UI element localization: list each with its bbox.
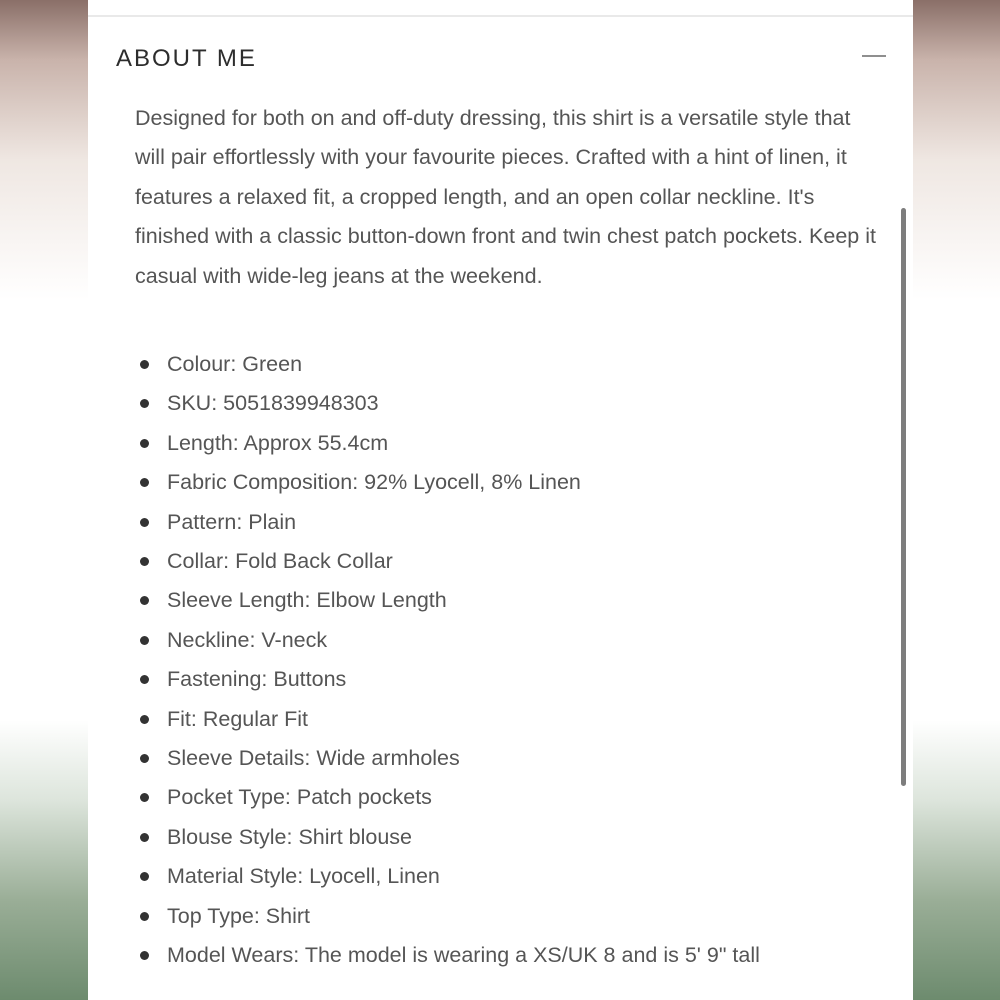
attribute-fastening: Fastening: Buttons xyxy=(135,660,760,699)
attribute-sleeve-length: Sleeve Length: Elbow Length xyxy=(135,581,760,620)
attribute-colour: Colour: Green xyxy=(135,345,760,384)
attribute-model-wears: Model Wears: The model is wearing a XS/UK 8 and is 5' 9" tall xyxy=(135,936,760,975)
attribute-material-style: Material Style: Lyocell, Linen xyxy=(135,857,760,896)
attribute-top-type: Top Type: Shirt xyxy=(135,897,760,936)
product-attributes-list xyxy=(135,345,760,976)
product-details-panel xyxy=(88,0,913,1000)
attribute-neckline: Neckline: V-neck xyxy=(135,621,760,660)
about-me-accordion-header[interactable] xyxy=(88,17,913,97)
attribute-collar: Collar: Fold Back Collar xyxy=(135,542,760,581)
scrollbar-thumb[interactable] xyxy=(901,208,906,786)
attribute-pocket-type: Pocket Type: Patch pockets xyxy=(135,778,760,817)
attribute-blouse-style: Blouse Style: Shirt blouse xyxy=(135,818,760,857)
attribute-sku: SKU: 5051839948303 xyxy=(135,384,760,423)
attribute-fit: Fit: Regular Fit xyxy=(135,700,760,739)
attribute-pattern: Pattern: Plain xyxy=(135,503,760,542)
attribute-fabric-composition: Fabric Composition: 92% Lyocell, 8% Linen xyxy=(135,463,760,502)
section-title: ABOUT ME xyxy=(116,45,257,72)
attribute-sleeve-details: Sleeve Details: Wide armholes xyxy=(135,739,760,778)
minus-icon[interactable] xyxy=(862,55,886,57)
product-description: Designed for both on and off-duty dressing, this shirt is a versatile style that will pair effortlessly with your favourite pieces. Crafted with a hint of linen, it features a relaxed fit, a cropped length, and an open collar neckline. It's finished with a classic button-down front and twin chest patch pockets. Keep it casual with wide-leg jeans at the weekend. xyxy=(135,106,876,288)
attribute-length: Length: Approx 55.4cm xyxy=(135,424,760,463)
